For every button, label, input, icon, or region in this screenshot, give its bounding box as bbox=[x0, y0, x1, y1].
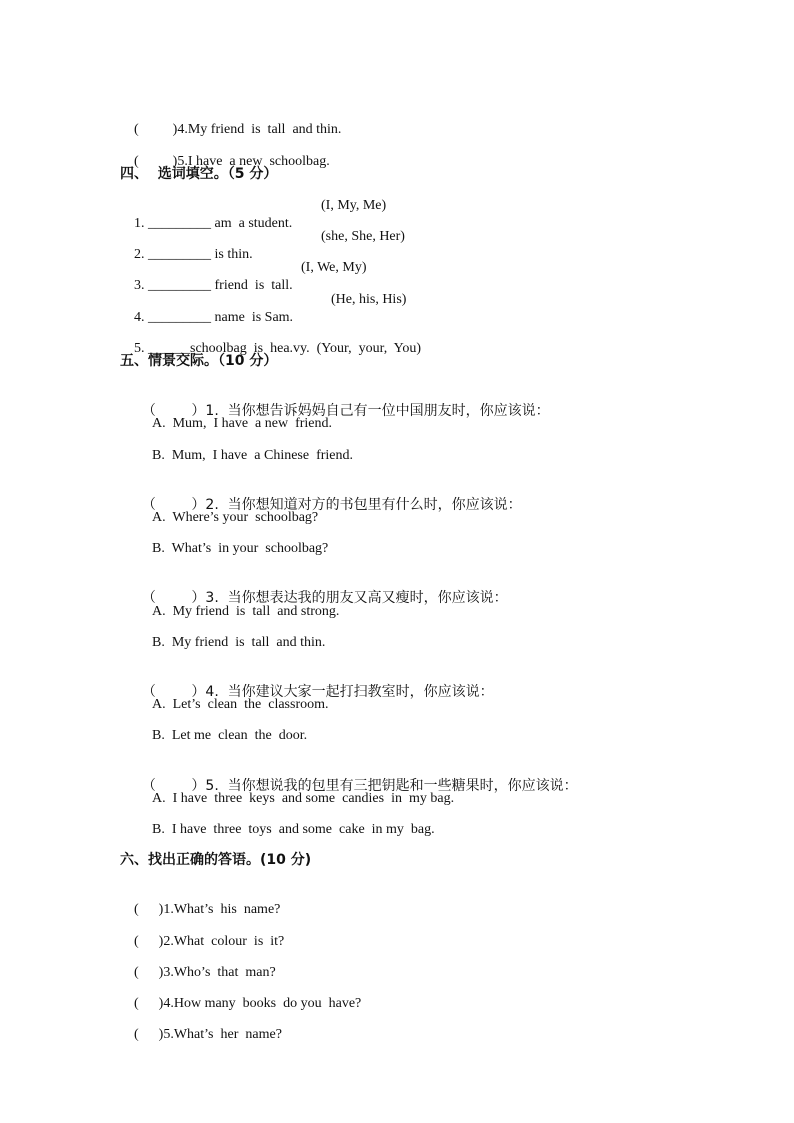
question-prompt: 3. 当你想表达我的朋友又高又瘦时，你应该说： bbox=[205, 590, 508, 606]
answer-paren[interactable]: （ ） bbox=[141, 590, 206, 606]
item-number: 3. bbox=[134, 278, 145, 293]
answer-paren-close: ) bbox=[158, 1027, 164, 1042]
fill-blank[interactable]: _________ bbox=[148, 216, 211, 231]
answer-paren[interactable]: （ ） bbox=[141, 684, 206, 700]
option-a: A. I have three keys and some candies in my bag. bbox=[152, 791, 455, 806]
item-text: name is Sam. bbox=[214, 310, 294, 325]
question-text: 3.Who’s that man? bbox=[163, 965, 276, 980]
fill-blank[interactable]: _________ bbox=[148, 310, 211, 325]
option-b: B. Mum, I have a Chinese friend. bbox=[152, 448, 354, 463]
option-b: B. My friend is tall and thin. bbox=[152, 635, 326, 650]
option-a: A. Let’s clean the classroom. bbox=[152, 697, 329, 712]
fill-blank[interactable]: _________ bbox=[148, 278, 211, 293]
answer-paren-close: ) bbox=[158, 934, 164, 949]
answer-paren-open: ( bbox=[134, 1027, 139, 1042]
section-heading: 六、找出正确的答语。(10 分) bbox=[120, 852, 312, 868]
question-text: 5.What’s her name? bbox=[163, 1027, 282, 1042]
option-b: B. Let me clean the door. bbox=[152, 728, 308, 743]
answer-paren-open: ( bbox=[134, 965, 139, 980]
fill-blank[interactable]: ______ bbox=[148, 341, 190, 356]
fill-blank[interactable]: _________ bbox=[148, 247, 211, 262]
question-prompt: 2. 当你想知道对方的书包里有什么时，你应该说： bbox=[205, 497, 522, 513]
question-text: 5.I have a new schoolbag. bbox=[177, 154, 330, 169]
question-item bbox=[120, 1008, 282, 1062]
item-number: 2. bbox=[134, 247, 145, 262]
section-heading: 五、情景交际。（10 分） bbox=[120, 353, 278, 369]
word-choices: (she, She, Her) bbox=[321, 229, 405, 244]
option-b: B. I have three toys and some cake in my bag. bbox=[152, 822, 435, 837]
answer-paren[interactable]: （ ） bbox=[141, 778, 206, 794]
answer-paren-close: ) bbox=[158, 996, 164, 1011]
item-text: am a student. bbox=[214, 216, 293, 231]
answer-paren[interactable]: （ ） bbox=[141, 403, 206, 419]
item-number: 4. bbox=[134, 310, 145, 325]
word-choices: (He, his, His) bbox=[331, 292, 407, 307]
option-b: B. What’s in your schoolbag? bbox=[152, 541, 329, 556]
option-a: A. Where’s your schoolbag? bbox=[152, 510, 319, 525]
option-a: A. Mum, I have a new friend. bbox=[152, 416, 333, 431]
item-text: is thin. bbox=[214, 247, 253, 262]
section-heading: 四、 选词填空。（5 分） bbox=[120, 166, 278, 182]
word-choices: (I, My, Me) bbox=[321, 198, 387, 213]
item-text: friend is tall. bbox=[214, 278, 293, 293]
question-text: 2.What colour is it? bbox=[163, 934, 285, 949]
answer-paren-open: ( bbox=[134, 902, 139, 917]
item-number: 1. bbox=[134, 216, 145, 231]
item-text: schoolbag is hea.vy. (Your, your, You) bbox=[190, 341, 422, 356]
answer-paren[interactable]: （ ） bbox=[141, 497, 206, 513]
answer-paren-close: ) bbox=[172, 122, 178, 137]
question-prompt: 4. 当你建议大家一起打扫教室时，你应该说： bbox=[205, 684, 494, 700]
question-text: 4.My friend is tall and thin. bbox=[177, 122, 342, 137]
item-number: 5. bbox=[134, 341, 145, 356]
question-prompt: 5. 当你想说我的包里有三把钥匙和一些糖果时，你应该说： bbox=[205, 778, 578, 794]
question-prompt: 1. 当你想告诉妈妈自己有一位中国朋友时，你应该说： bbox=[205, 403, 550, 419]
word-choices: (I, We, My) bbox=[301, 260, 367, 275]
answer-paren-open: ( bbox=[134, 934, 139, 949]
option-a: A. My friend is tall and strong. bbox=[152, 604, 340, 619]
answer-paren-open: ( bbox=[134, 122, 139, 137]
answer-paren-close: ) bbox=[158, 902, 164, 917]
answer-paren-open: ( bbox=[134, 154, 139, 169]
question-text: 1.What’s his name? bbox=[163, 902, 281, 917]
answer-paren-close: ) bbox=[172, 154, 178, 169]
answer-paren-close: ) bbox=[158, 965, 164, 980]
question-text: 4.How many books do you have? bbox=[163, 996, 362, 1011]
answer-paren-open: ( bbox=[134, 996, 139, 1011]
